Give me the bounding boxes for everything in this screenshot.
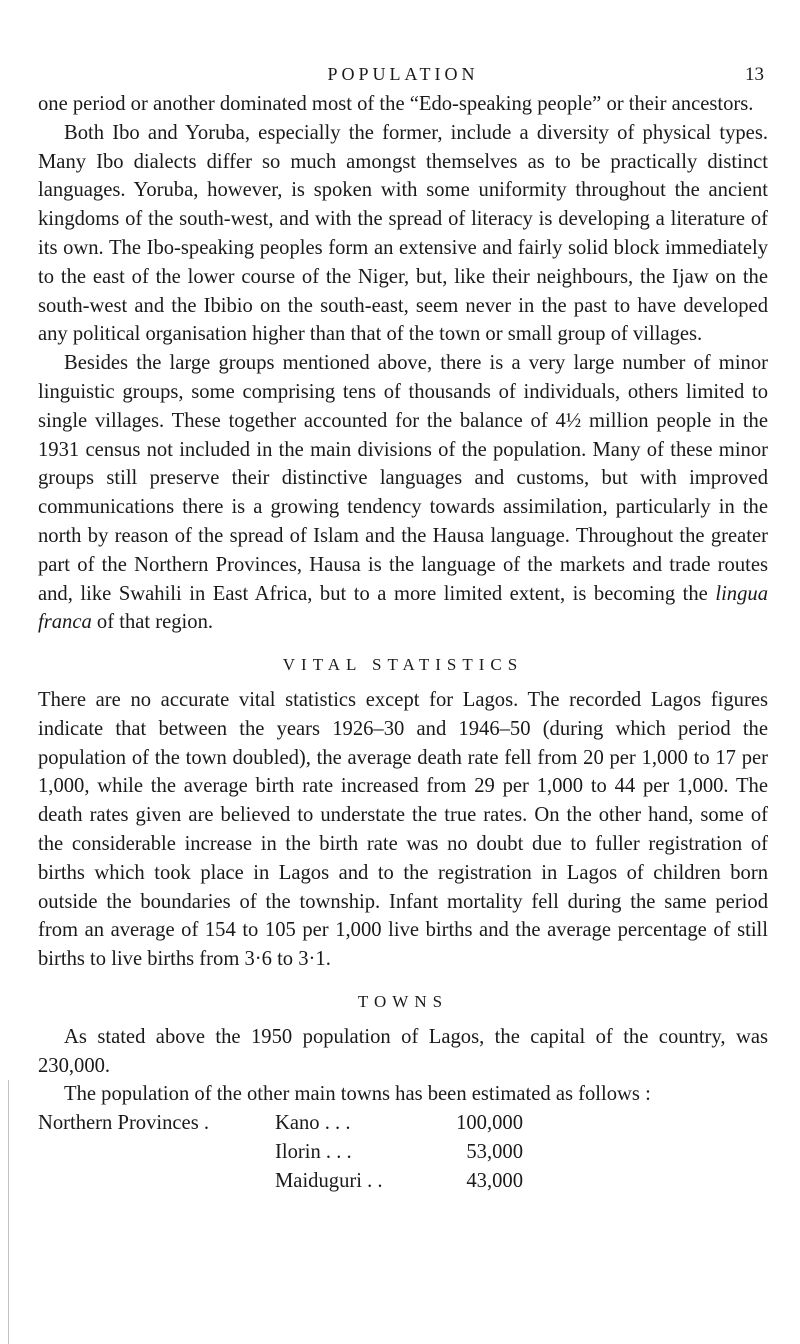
paragraph-minor-groups [38, 349, 768, 637]
body-text [38, 90, 768, 1195]
paragraph-towns-intro: The population of the other main towns has been estimated as follows : [64, 1083, 651, 1106]
lingua-franca-term: lingua franca [38, 582, 768, 634]
section-heading-vital-statistics: VITAL STATISTICS [282, 655, 524, 675]
paragraph-ibo-yoruba: Both Ibo and Yoruba, especially the former, include a diversity of physical types. Many Ibo dialects differ so much amongst themselves as to be practically distinct languages. Yoruba, however, is spoken with some uniformity throughout the ancient kingdoms of the south-west, and with the spread of literacy is developing a literature of its own. The Ibo-speaking peoples form an extensive and fairly solid block immediately to the east of the lower course of the Niger, but, like their neighbours, the Ijaw on the south-west and the Ibibio on the south-east, seem never in the past to have developed any political organisation higher than that of the town or small group of villages. [38, 121, 768, 346]
table-town: Kano . . . [275, 1112, 351, 1135]
paragraph-continued: one period or another dominated most of the “Edo-speaking people” or their ancestors. [38, 93, 754, 115]
table-town: Ilorin . . . [275, 1140, 352, 1163]
page-number: 13 [745, 64, 764, 85]
table-population: 43,000 [466, 1169, 523, 1192]
table-population: 53,000 [466, 1140, 523, 1163]
paragraph-vital-statistics: There are no accurate vital statistics except for Lagos. The recorded Lagos figures indicate that between the years 1926–30 and 1946–50 (during which period the population of the town doubled), the average death rate fell from 20 per 1,000 to 17 per 1,000, while the average birth rate increased from 29 per 1,000 to 44 per 1,000. The death rates given are believed to understate the true rates. On the other hand, some of the considerable increase in the birth rate was no doubt due to fuller registration of births which took place in Lagos and to the registration in Lagos of children born outside the boundaries of the township. Infant mortality fell during the same period from an average of 154 to 105 per 1,000 live births and the average percentage of still births to live births from 3·6 to 3·1. [38, 688, 768, 971]
page-edge-shadow [8, 1080, 9, 1344]
table-region [38, 1138, 275, 1167]
table-town: Maiduguri . . [275, 1169, 383, 1192]
book-page [38, 56, 768, 1195]
paragraph-minor-groups-end: of that region. [91, 611, 214, 634]
paragraph-lagos-population: As stated above the 1950 population of Lagos, the capital of the country, was 230,000. [38, 1025, 768, 1077]
section-heading-towns: TOWNS [357, 991, 449, 1011]
table-region [38, 1167, 275, 1196]
paragraph-minor-groups-text: Besides the large groups mentioned above, there is a very large number of minor linguistic groups, some comprising tens of thousands of individuals, others limited to single villages. These together accounted for the balance of 4½ million people in the 1931 census not included in the main divisions of the population. Many of these minor groups still preserve their distinctive languages and customs, but with improved communications there is a growing tendency towards assimilation, particularly in the north by reason of the spread of Islam and the Hausa language. Throughout the greater part of the Northern Provinces, Hausa is the language of the markets and trade routes and, like Swahili in East Africa, but to a more limited extent, is becoming the [38, 352, 768, 605]
running-head [38, 56, 768, 90]
running-title: POPULATION [327, 64, 479, 84]
table-region: Northern Provinces . [38, 1112, 210, 1135]
table-population: 100,000 [456, 1112, 523, 1135]
towns-table [38, 1109, 768, 1195]
